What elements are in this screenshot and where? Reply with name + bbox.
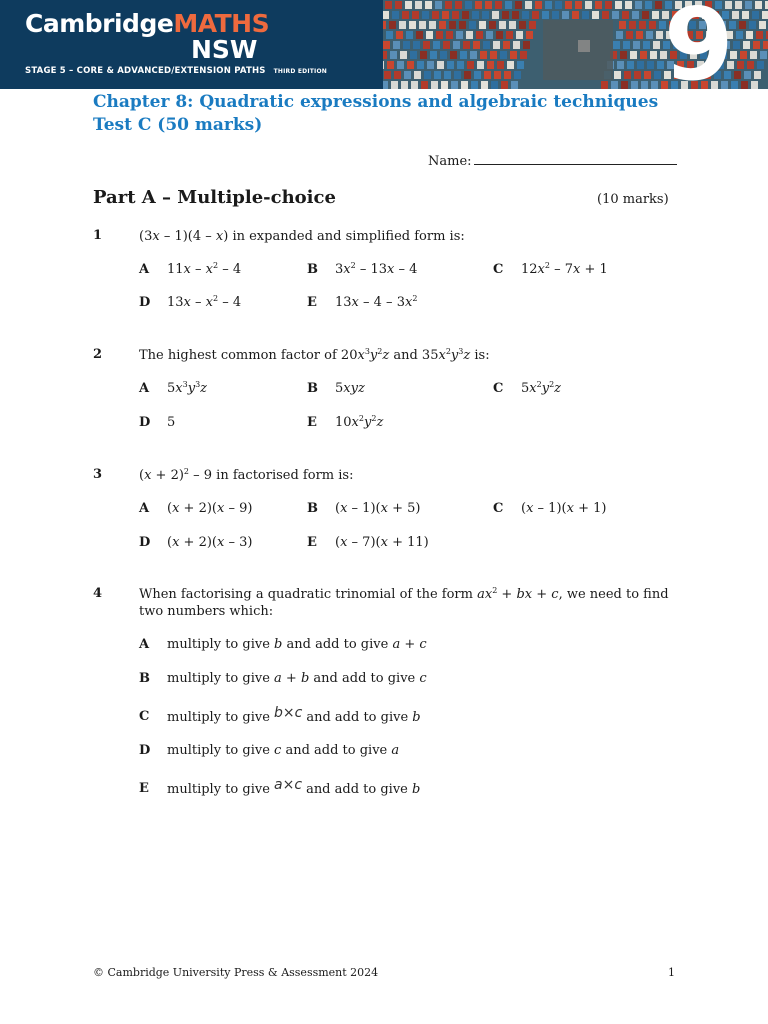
container-tile bbox=[740, 51, 747, 59]
container-tile bbox=[421, 81, 428, 89]
container-tile bbox=[487, 61, 494, 69]
container-tile bbox=[449, 21, 456, 29]
container-tile bbox=[445, 1, 452, 9]
container-tile bbox=[737, 61, 744, 69]
container-tile bbox=[612, 11, 619, 19]
container-tile bbox=[397, 61, 404, 69]
container-tile bbox=[383, 21, 386, 29]
container-tile bbox=[460, 51, 467, 59]
container-tile bbox=[520, 51, 527, 59]
container-tile bbox=[746, 31, 753, 39]
container-tile bbox=[385, 1, 392, 9]
container-tile bbox=[452, 11, 459, 19]
container-tile bbox=[450, 51, 457, 59]
container-tile bbox=[643, 41, 650, 49]
container-tile bbox=[416, 31, 423, 39]
container-tile bbox=[516, 31, 523, 39]
question-number-3: 3 bbox=[93, 467, 103, 482]
container-tile bbox=[733, 41, 740, 49]
container-tile bbox=[619, 21, 626, 29]
container-tile bbox=[391, 81, 398, 89]
brand-maths: MATHS bbox=[173, 9, 270, 38]
container-tile bbox=[383, 61, 384, 69]
container-tile bbox=[742, 11, 749, 19]
container-tile bbox=[759, 21, 766, 29]
container-tile bbox=[477, 61, 484, 69]
container-tile bbox=[602, 11, 609, 19]
container-tile bbox=[400, 51, 407, 59]
container-tile bbox=[653, 41, 660, 49]
container-tile bbox=[414, 71, 421, 79]
name-label: Name: bbox=[428, 154, 472, 169]
container-tile bbox=[413, 41, 420, 49]
container-tile bbox=[507, 61, 514, 69]
container-tile bbox=[624, 71, 631, 79]
container-tile bbox=[644, 71, 651, 79]
container-tile bbox=[613, 41, 620, 49]
container-tile bbox=[636, 31, 643, 39]
container-tile bbox=[411, 81, 418, 89]
container-tile bbox=[431, 81, 438, 89]
container-tile bbox=[595, 1, 602, 9]
container-tile bbox=[470, 51, 477, 59]
container-tile bbox=[634, 71, 641, 79]
container-tile bbox=[762, 11, 768, 19]
container-tile bbox=[749, 21, 756, 29]
container-tile bbox=[756, 31, 763, 39]
container-tile bbox=[511, 81, 518, 89]
container-tile bbox=[410, 51, 417, 59]
header-banner bbox=[0, 0, 768, 89]
brand-nsw: NSW bbox=[191, 35, 258, 64]
container-tile bbox=[621, 81, 628, 89]
question-number-4: 4 bbox=[93, 586, 103, 601]
container-tile bbox=[622, 11, 629, 19]
container-tile bbox=[485, 1, 492, 9]
container-tile bbox=[575, 1, 582, 9]
container-tile bbox=[432, 11, 439, 19]
edition-text: THIRD EDITION bbox=[273, 68, 328, 75]
container-tile bbox=[454, 71, 461, 79]
container-tile bbox=[486, 31, 493, 39]
container-tile bbox=[757, 61, 764, 69]
container-tile bbox=[632, 11, 639, 19]
container-tile bbox=[657, 61, 664, 69]
container-tile bbox=[459, 21, 466, 29]
container-tile bbox=[417, 61, 424, 69]
container-tile bbox=[555, 1, 562, 9]
question-2-text: The highest common factor of $20x^3y^2z$ and $35x^2y^3z$ is: bbox=[139, 347, 490, 363]
container-tile bbox=[396, 31, 403, 39]
page-title bbox=[93, 91, 658, 137]
container-tile bbox=[614, 71, 621, 79]
container-tile bbox=[744, 71, 751, 79]
container-tile bbox=[436, 31, 443, 39]
container-tile bbox=[655, 1, 662, 9]
container-tile bbox=[444, 71, 451, 79]
container-tile bbox=[437, 61, 444, 69]
container-tile bbox=[754, 71, 761, 79]
container-tile bbox=[480, 51, 487, 59]
container-tile bbox=[639, 21, 646, 29]
container-tile bbox=[496, 31, 503, 39]
container-tile bbox=[565, 1, 572, 9]
container-tile bbox=[615, 1, 622, 9]
brand-logo bbox=[25, 9, 269, 38]
container-tile bbox=[440, 51, 447, 59]
container-tile bbox=[752, 11, 759, 19]
container-tile bbox=[412, 11, 419, 19]
container-tile bbox=[522, 11, 529, 19]
container-tile bbox=[404, 71, 411, 79]
container-tile bbox=[493, 41, 500, 49]
container-tile bbox=[572, 11, 579, 19]
container-tile bbox=[407, 61, 414, 69]
brand-cambridge: Cambridge bbox=[25, 9, 174, 38]
name-blank-line[interactable] bbox=[474, 152, 677, 165]
container-tile bbox=[654, 71, 661, 79]
container-tile bbox=[515, 1, 522, 9]
container-tile bbox=[384, 71, 391, 79]
question-3-text: $(x + 2)^2 - 9$ in factorised form is: bbox=[139, 467, 354, 483]
container-tile bbox=[626, 31, 633, 39]
container-tile bbox=[519, 21, 526, 29]
container-tile bbox=[420, 51, 427, 59]
name-field bbox=[428, 152, 677, 169]
container-tile bbox=[401, 81, 408, 89]
container-tile bbox=[494, 71, 501, 79]
container-tile bbox=[455, 1, 462, 9]
b-times-c-handwritten: b×c bbox=[274, 705, 303, 721]
container-tile bbox=[457, 61, 464, 69]
container-tile bbox=[650, 51, 657, 59]
container-tile bbox=[763, 41, 768, 49]
part-a-heading: Part A – Multiple-choice bbox=[93, 187, 336, 208]
container-tile bbox=[623, 41, 630, 49]
stage-text: STAGE 5 – CORE & ADVANCED/EXTENSION PATHS bbox=[25, 66, 266, 76]
container-tile bbox=[631, 81, 638, 89]
container-tile bbox=[751, 81, 758, 89]
container-tile bbox=[383, 41, 390, 49]
container-tile bbox=[483, 41, 490, 49]
container-tile bbox=[509, 21, 516, 29]
container-tile bbox=[641, 81, 648, 89]
container-tile bbox=[467, 61, 474, 69]
container-tile bbox=[471, 81, 478, 89]
container-tile bbox=[640, 51, 647, 59]
container-tile bbox=[647, 61, 654, 69]
container-tile bbox=[475, 1, 482, 9]
container-tile bbox=[526, 31, 533, 39]
container-tile bbox=[523, 41, 530, 49]
container-tile bbox=[383, 51, 387, 59]
container-tile bbox=[642, 11, 649, 19]
container-tile bbox=[423, 41, 430, 49]
container-tile bbox=[426, 31, 433, 39]
container-tile bbox=[635, 1, 642, 9]
container-tile bbox=[489, 21, 496, 29]
container-tile bbox=[415, 1, 422, 9]
container-tile bbox=[633, 41, 640, 49]
container-tile bbox=[535, 1, 542, 9]
question-number-2: 2 bbox=[93, 347, 103, 362]
footer-copyright: © Cambridge University Press & Assessment 2024 bbox=[93, 966, 379, 979]
container-tile bbox=[399, 21, 406, 29]
container-tile bbox=[611, 81, 618, 89]
container-tile bbox=[592, 11, 599, 19]
container-tile bbox=[463, 41, 470, 49]
container-tile bbox=[439, 21, 446, 29]
container-tile bbox=[383, 81, 388, 89]
container-tile bbox=[425, 1, 432, 9]
container-tile bbox=[503, 41, 510, 49]
container-tile bbox=[456, 31, 463, 39]
container-tile bbox=[562, 11, 569, 19]
container-tile bbox=[582, 11, 589, 19]
container-tile bbox=[386, 31, 393, 39]
container-tile bbox=[389, 21, 396, 29]
chapter-title: Chapter 8: Quadratic expressions and algebraic techniques bbox=[93, 92, 659, 112]
container-tile bbox=[393, 41, 400, 49]
container-tile bbox=[649, 21, 656, 29]
container-tile bbox=[474, 71, 481, 79]
container-tile bbox=[514, 71, 521, 79]
container-tile bbox=[629, 21, 636, 29]
container-tile bbox=[646, 31, 653, 39]
container-tile bbox=[741, 81, 748, 89]
container-tile bbox=[620, 51, 627, 59]
question-number-1: 1 bbox=[93, 228, 103, 243]
container-tile bbox=[505, 1, 512, 9]
container-tile bbox=[427, 61, 434, 69]
part-a-marks: (10 marks) bbox=[597, 192, 669, 207]
container-tile bbox=[651, 81, 658, 89]
container-tile bbox=[491, 81, 498, 89]
page-number: 1 bbox=[668, 966, 675, 979]
container-tile bbox=[652, 11, 659, 19]
container-tile bbox=[429, 21, 436, 29]
container-tile bbox=[390, 51, 397, 59]
container-tile bbox=[453, 41, 460, 49]
container-tile bbox=[490, 51, 497, 59]
container-tile bbox=[495, 1, 502, 9]
container-tile bbox=[506, 31, 513, 39]
container-tile bbox=[395, 1, 402, 9]
container-tile bbox=[476, 31, 483, 39]
container-tile bbox=[435, 1, 442, 9]
container-tile bbox=[406, 31, 413, 39]
container-tile bbox=[736, 31, 743, 39]
container-tile bbox=[469, 21, 476, 29]
container-tile bbox=[630, 51, 637, 59]
container-tile bbox=[753, 41, 760, 49]
container-tile bbox=[755, 1, 762, 9]
container-tile bbox=[447, 61, 454, 69]
container-tile bbox=[513, 41, 520, 49]
container-tile bbox=[645, 1, 652, 9]
container-tile bbox=[473, 41, 480, 49]
container-tile bbox=[394, 71, 401, 79]
container-tile bbox=[424, 71, 431, 79]
container-tile bbox=[434, 71, 441, 79]
container-tile bbox=[532, 11, 539, 19]
container-tile bbox=[464, 71, 471, 79]
container-tile bbox=[545, 1, 552, 9]
container-tile bbox=[481, 81, 488, 89]
container-tile bbox=[383, 11, 389, 19]
container-tile bbox=[504, 71, 511, 79]
container-tile bbox=[392, 11, 399, 19]
container-tile bbox=[627, 61, 634, 69]
container-tile bbox=[492, 11, 499, 19]
container-tile bbox=[497, 61, 504, 69]
test-title: Test C (50 marks) bbox=[93, 115, 263, 135]
container-tile bbox=[502, 11, 509, 19]
container-tile bbox=[525, 1, 532, 9]
question-4-text: When factorising a quadratic trinomial of the form $ax^2$ + bx + c, we need to find two numbers which: bbox=[139, 586, 669, 619]
container-tile bbox=[750, 51, 757, 59]
container-tile bbox=[422, 11, 429, 19]
container-tile bbox=[542, 11, 549, 19]
container-tile bbox=[472, 11, 479, 19]
container-tile bbox=[451, 81, 458, 89]
container-tile bbox=[552, 11, 559, 19]
container-tile bbox=[419, 21, 426, 29]
question-1-text: (3x – 1)(4 – x) in expanded and simplified form is: bbox=[139, 229, 465, 244]
container-tile bbox=[512, 11, 519, 19]
container-tile bbox=[734, 71, 741, 79]
container-tile bbox=[430, 51, 437, 59]
container-tile bbox=[484, 71, 491, 79]
container-tile bbox=[482, 11, 489, 19]
container-tile bbox=[405, 1, 412, 9]
container-tile bbox=[433, 41, 440, 49]
container-tile bbox=[402, 11, 409, 19]
container-tile bbox=[501, 81, 508, 89]
container-tile bbox=[637, 61, 644, 69]
container-tile bbox=[387, 61, 394, 69]
container-tile bbox=[461, 81, 468, 89]
container-tile bbox=[529, 21, 536, 29]
container-tile bbox=[739, 21, 746, 29]
year-nine-badge: 9 bbox=[664, 0, 734, 89]
container-tile bbox=[479, 21, 486, 29]
container-tile bbox=[499, 21, 506, 29]
container-tile bbox=[605, 1, 612, 9]
container-tile bbox=[441, 81, 448, 89]
container-tile bbox=[735, 1, 742, 9]
container-tile bbox=[656, 31, 663, 39]
container-tile bbox=[500, 51, 507, 59]
container-tile bbox=[446, 31, 453, 39]
container-tile bbox=[625, 1, 632, 9]
container-tile bbox=[465, 1, 472, 9]
container-tile bbox=[616, 31, 623, 39]
container-tile bbox=[403, 41, 410, 49]
container-tile bbox=[510, 51, 517, 59]
a-times-c-handwritten: a×c bbox=[274, 777, 303, 793]
container-tile bbox=[443, 41, 450, 49]
stage-line bbox=[25, 66, 327, 76]
container-tile bbox=[617, 61, 624, 69]
container-tile bbox=[442, 11, 449, 19]
container-tile bbox=[743, 41, 750, 49]
container-tile bbox=[745, 1, 752, 9]
container-tile bbox=[601, 81, 608, 89]
container-tile bbox=[760, 51, 767, 59]
container-tile bbox=[409, 21, 416, 29]
container-tile bbox=[517, 61, 524, 69]
container-tile bbox=[466, 31, 473, 39]
container-tile bbox=[747, 61, 754, 69]
container-tile bbox=[462, 11, 469, 19]
container-tile bbox=[585, 1, 592, 9]
